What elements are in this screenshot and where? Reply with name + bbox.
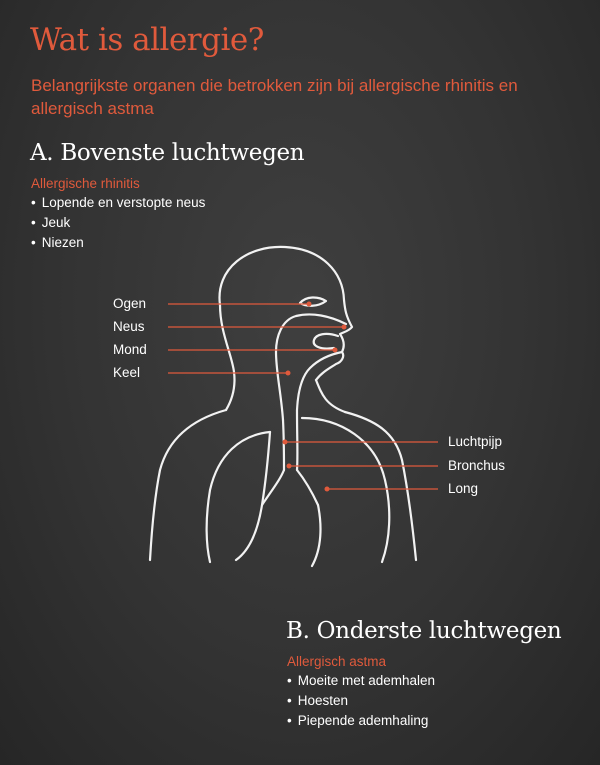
label-keel: Keel — [113, 365, 141, 380]
label-luchtpijp: Luchtpijp — [448, 434, 503, 449]
list-item: • Niezen — [31, 233, 205, 253]
right-lung-inner — [312, 505, 320, 566]
section-a-title: A. Bovenste luchtwegen — [30, 140, 305, 166]
label-bronchus: Bronchus — [448, 458, 506, 473]
left-lung-inner — [236, 432, 270, 560]
left-lung — [207, 432, 270, 562]
section-b-subtitle: Allergisch astma — [287, 654, 387, 669]
section-b-list — [287, 671, 435, 731]
section-a-subtitle: Allergische rhinitis — [31, 176, 140, 191]
section-b-title: B. Onderste luchtwegen — [286, 618, 562, 644]
list-item: • Moeite met ademhalen — [287, 671, 435, 691]
list-item: • Hoesten — [287, 691, 435, 711]
right-lung — [302, 418, 389, 562]
trachea — [283, 420, 284, 470]
label-ogen: Ogen — [113, 296, 147, 311]
list-item: • Piepende ademhaling — [287, 711, 435, 731]
label-mond: Mond — [113, 342, 147, 357]
page-subtitle: Belangrijkste organen die betrokken zijn bij allergische rhinitis en allergisch astma — [31, 76, 518, 118]
head-back — [220, 305, 235, 410]
mouth-shape — [314, 334, 338, 349]
bronchus-right — [297, 470, 318, 505]
throat-back — [297, 352, 342, 470]
label-neus: Neus — [113, 319, 145, 334]
head-outline — [219, 247, 352, 380]
neck-front — [316, 380, 345, 412]
list-item: • Lopende en verstopte neus — [31, 193, 205, 213]
left-shoulder-arm — [150, 410, 226, 560]
page-title: Wat is allergie? — [30, 22, 264, 58]
list-item: • Jeuk — [31, 213, 205, 233]
label-long: Long — [448, 481, 479, 496]
